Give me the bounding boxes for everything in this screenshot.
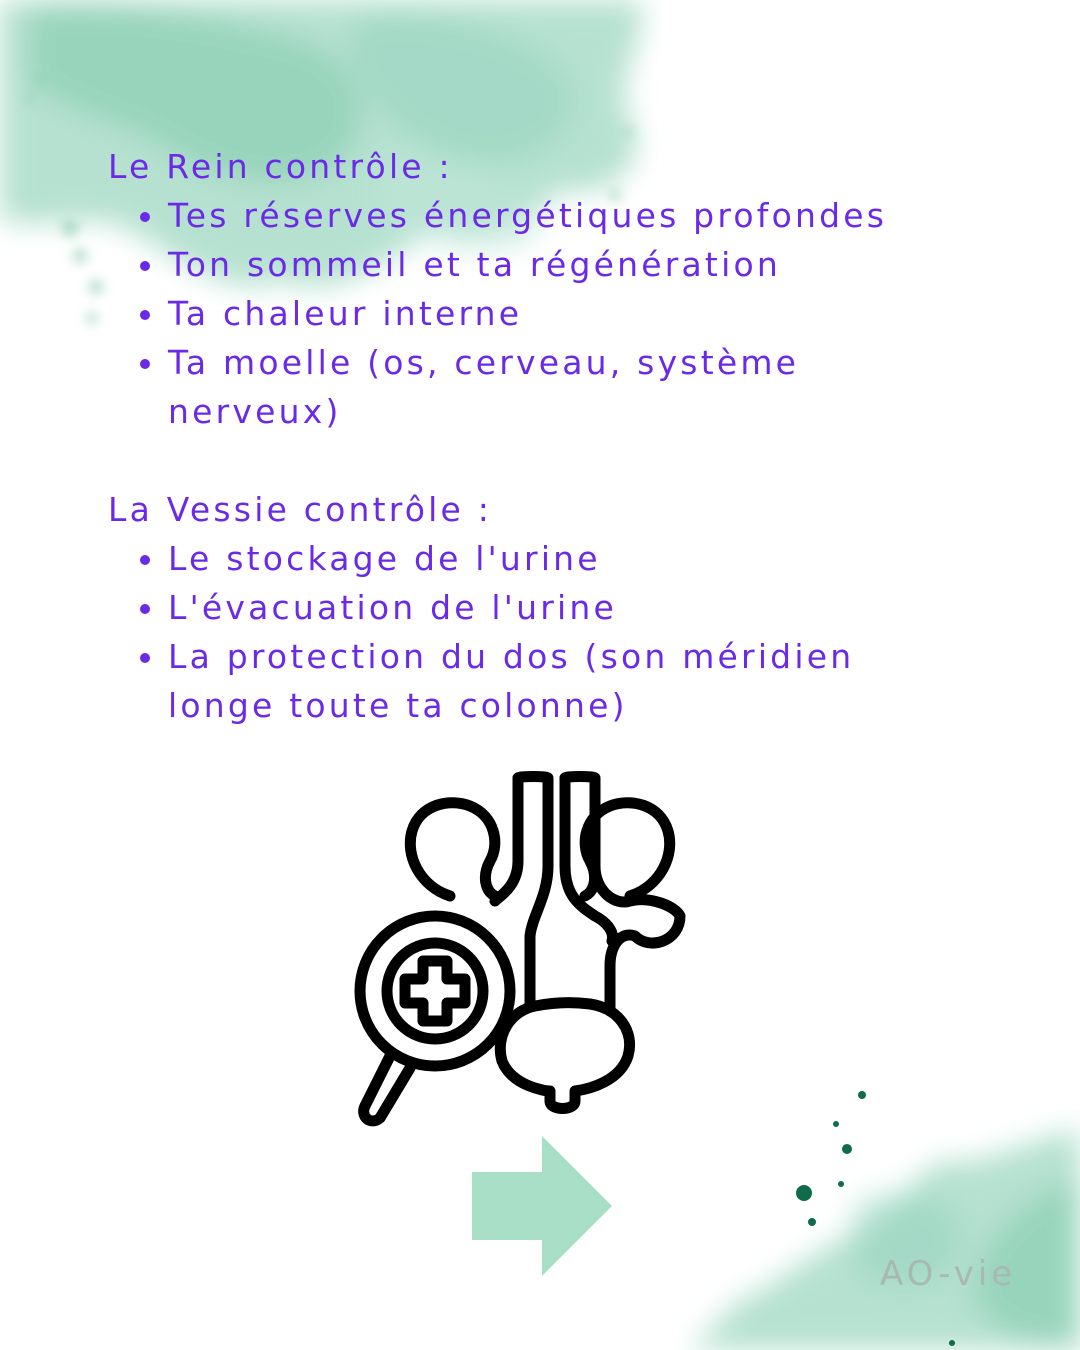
rein-heading: Le Rein contrôle : [108, 147, 453, 186]
list-item: Tes réserves énergétiques profondes [108, 191, 928, 240]
brand-watermark: AO-vie [880, 1254, 1017, 1294]
kidney-bladder-magnifier-icon [350, 766, 730, 1136]
vessie-section [108, 485, 928, 730]
section-spacer [108, 436, 928, 485]
main-content [108, 142, 928, 730]
vessie-list [108, 534, 928, 730]
list-item: Le stockage de l'urine [108, 534, 928, 583]
list-item: Ta moelle (os, cerveau, système nerveux) [108, 338, 928, 436]
rein-list [108, 191, 928, 436]
bottom-right-watercolor [690, 1130, 1080, 1350]
vessie-heading: La Vessie contrôle : [108, 490, 493, 529]
list-item: L'évacuation de l'urine [108, 583, 928, 632]
list-item: La protection du dos (son méridien longe toute ta colonne) [108, 632, 928, 730]
right-arrow-icon[interactable] [470, 1134, 615, 1279]
list-item: Ton sommeil et ta régénération [108, 240, 928, 289]
list-item: Ta chaleur interne [108, 289, 928, 338]
rein-section [108, 142, 928, 436]
